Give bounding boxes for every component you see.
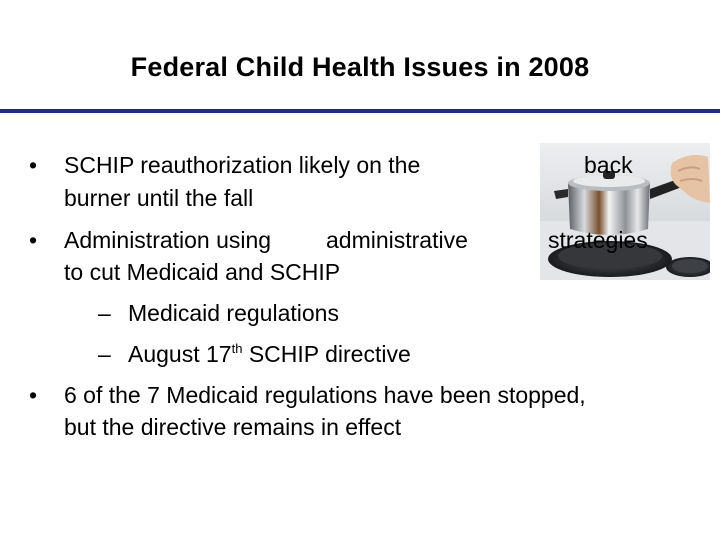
bullet-3-line-1: 6 of the 7 Medicaid regulations have been stopped, bbox=[64, 382, 586, 408]
sub-bullet-dash: – bbox=[98, 341, 111, 367]
sub-bullet-date: August 17 bbox=[128, 341, 232, 367]
slide-title: Federal Child Health Issues in 2008 bbox=[130, 52, 590, 82]
ordinal-suffix: th bbox=[231, 341, 243, 356]
sub-bullet-directive-text: SCHIP directive bbox=[242, 341, 411, 367]
bullet-2-line-1a: Administration using bbox=[64, 227, 272, 253]
bullet-2-line-1b: administrative bbox=[326, 227, 468, 253]
sub-bullet-medicaid-regulations: Medicaid regulations bbox=[128, 300, 339, 326]
bullet-1-word-back: back bbox=[584, 152, 633, 178]
bullet-marker: • bbox=[29, 382, 38, 408]
bullet-3-line-2: but the directive remains in effect bbox=[64, 414, 402, 440]
bullet-1-line-1: SCHIP reauthorization likely on the bbox=[64, 152, 421, 178]
bullet-2-line-2: to cut Medicaid and SCHIP bbox=[64, 259, 341, 285]
bullet-marker: • bbox=[29, 152, 38, 178]
bullet-marker: • bbox=[29, 227, 38, 253]
sub-bullet-dash: – bbox=[98, 300, 111, 326]
sub-bullet-august-directive bbox=[128, 340, 411, 368]
bullet-2-line-1c: strategies bbox=[548, 227, 648, 253]
bullet-1-line-2: burner until the fall bbox=[64, 185, 254, 211]
